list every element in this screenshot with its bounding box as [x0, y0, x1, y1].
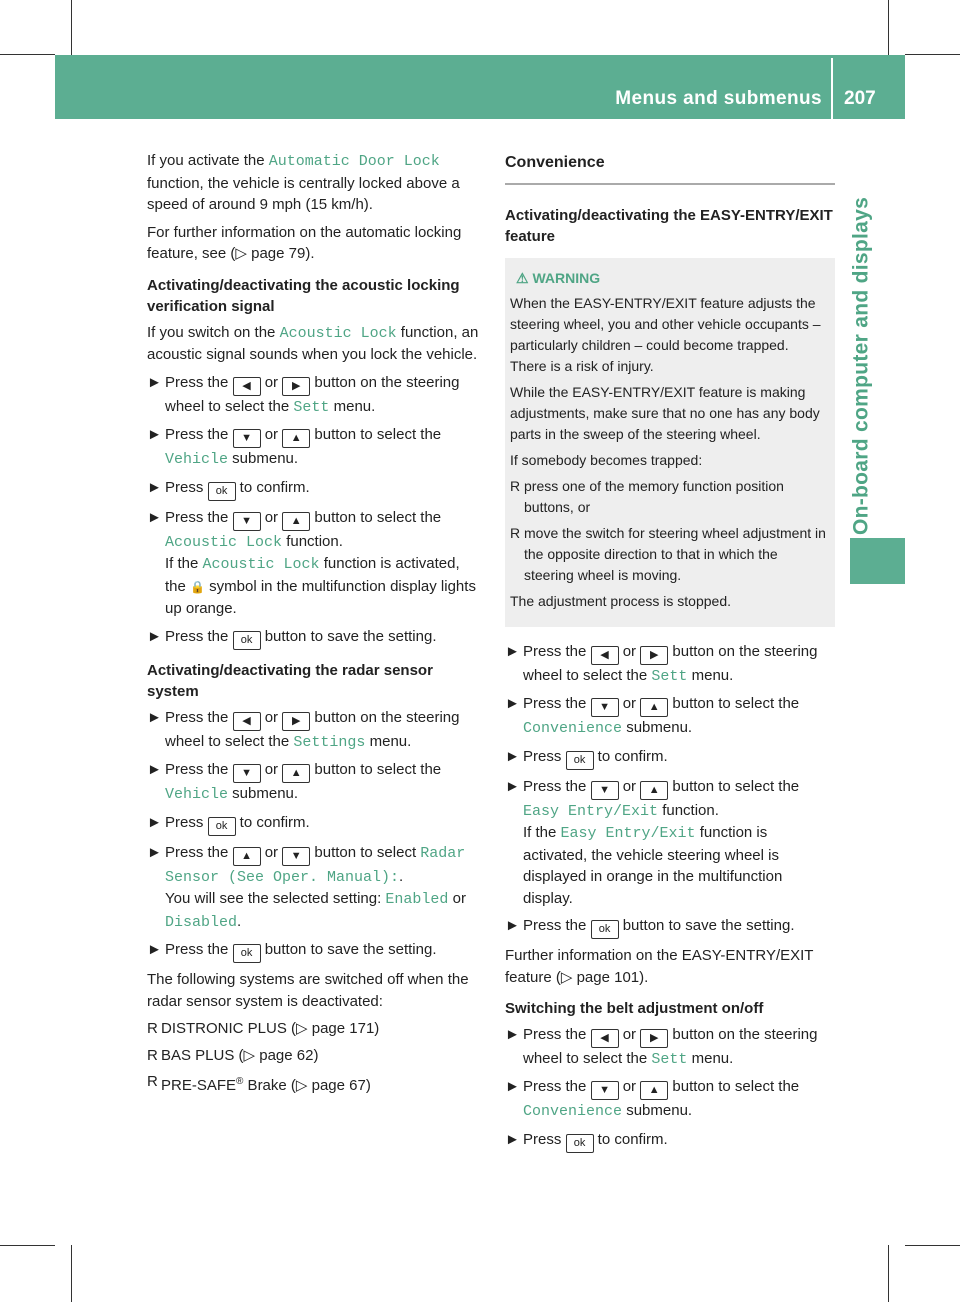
button-key-icon: ▶ — [282, 377, 310, 396]
warning-title: ⚠ WARNING — [516, 269, 601, 286]
right-column — [505, 150, 835, 1159]
crop-mark — [71, 1245, 72, 1302]
button-key-icon: ok — [233, 631, 261, 650]
system-item: R BAS PLUS (▷ page 62) — [147, 1046, 319, 1064]
instruction-step: ► Press the ◀ or ▶ button on the steering wheel to select the Settings menu. — [147, 708, 460, 751]
menu-name: Vehicle — [165, 786, 229, 803]
radar-steps — [147, 707, 481, 964]
button-key-icon: ▼ — [591, 1081, 619, 1100]
warning-text: The adjustment process is stopped. — [510, 592, 732, 609]
menu-name: Radar Sensor (See Oper. Manual): — [165, 844, 466, 886]
header-divider — [831, 58, 833, 120]
menu-name: Convenience — [523, 1103, 623, 1120]
instruction-step: ► Press the ok button to save the setting. — [505, 915, 835, 939]
menu-name: Sett — [651, 1050, 688, 1068]
button-key-icon: ▲ — [233, 847, 261, 866]
button-key-icon: ▼ — [591, 698, 619, 717]
belt-steps — [505, 1024, 835, 1153]
button-key-icon: ◀ — [233, 712, 261, 731]
menu-name: Sett — [651, 667, 688, 685]
button-key-icon: ▲ — [640, 698, 668, 717]
instruction-step: ► Press ok to confirm. — [505, 746, 835, 770]
left-column — [147, 150, 481, 1102]
easy-heading: Activating/deactivating the EASY-ENTRY/EXIT feature — [505, 206, 833, 245]
page-number: 207 — [844, 88, 876, 109]
button-key-icon: ◀ — [233, 377, 261, 396]
crop-mark — [0, 1245, 55, 1246]
belt-heading: Switching the belt adjustment on/off — [505, 1000, 764, 1017]
warning-text: While the EASY-ENTRY/EXIT feature is making adjustments, make sure that no one has any body parts in the sweep of the steering wheel. — [510, 383, 820, 442]
instruction-step: ► Press the ◀ or ▶ button on the steering wheel to select the Sett menu. — [505, 642, 818, 685]
warning-text: When the EASY-ENTRY/EXIT feature adjusts the steering wheel, you and other vehicle occupants – particularly children – could become trapped. There is a risk of injury. — [510, 294, 821, 374]
menu-name: Easy Entry/Exit — [523, 802, 659, 820]
more-info-paragraph: For further information on the automatic locking feature, see (▷ page 79). — [147, 223, 462, 262]
button-key-icon: ok — [566, 751, 594, 770]
lock-icon: 🔒 — [190, 579, 205, 594]
menu-name: Convenience — [523, 720, 623, 737]
crop-mark — [905, 1245, 960, 1246]
button-key-icon: ▼ — [233, 764, 261, 783]
instruction-step: ► Press the ▼ or ▲ button to select the Vehicle submenu. — [147, 426, 442, 468]
instruction-step: ► Press the ok button to save the setting. — [147, 626, 481, 650]
chapter-tab-label: On-board computer and displays — [849, 196, 873, 535]
menu-name: Acoustic Lock — [165, 533, 283, 551]
chapter-tab-marker — [850, 538, 905, 584]
instruction-step: ► Press the ◀ or ▶ button on the steering wheel to select the Sett menu. — [505, 1025, 818, 1068]
button-key-icon: ok — [208, 817, 236, 836]
button-key-icon: ▼ — [233, 429, 261, 448]
instruction-step: ► Press the ▼ or ▲ button to select the Convenience submenu. — [505, 695, 800, 737]
warning-box — [505, 258, 835, 627]
acoustic-heading: Activating/deactivating the acoustic locking verification signal — [147, 276, 460, 315]
button-key-icon: ▲ — [640, 781, 668, 800]
menu-name: Sett — [293, 398, 330, 416]
further-paragraph: Further information on the EASY-ENTRY/EXIT feature (▷ page 101). — [505, 947, 814, 986]
button-key-icon: ▶ — [282, 712, 310, 731]
button-key-icon: ▼ — [282, 847, 310, 866]
button-key-icon: ▶ — [640, 646, 668, 665]
system-item: R DISTRONIC PLUS (▷ page 171) — [147, 1020, 380, 1037]
button-key-icon: ▲ — [282, 512, 310, 531]
button-key-icon: ▶ — [640, 1029, 668, 1048]
crop-mark — [888, 1245, 889, 1302]
systems-list — [147, 1018, 481, 1097]
button-key-icon: ▲ — [282, 429, 310, 448]
instruction-step: ► Press the ▼ or ▲ button to select the Convenience submenu. — [505, 1078, 800, 1120]
button-key-icon: ok — [233, 944, 261, 963]
instruction-step: ► Press ok to confirm. — [147, 477, 481, 501]
acoustic-note: If the Acoustic Lock function is activated, the 🔒 symbol in the multifunction display lights up orange. — [165, 555, 476, 617]
following-paragraph: The following systems are switched off when the radar sensor system is deactivated: — [147, 971, 469, 1010]
system-item: R PRE-SAFE® Brake (▷ page 67) — [147, 1073, 371, 1094]
instruction-step: ► Press the ▼ or ▲ button to select the Acoustic Lock function. If the Acoustic Lock function is activated, the 🔒 symbol in the multifunction display lights up orange. — [147, 507, 481, 620]
instruction-step: ► Press ok to confirm. — [505, 1129, 835, 1153]
intro-paragraph: If you activate the Automatic Door Lock function, the vehicle is centrally locked above a speed of around 9 mph (15 km/h). — [147, 152, 460, 213]
instruction-step: ► Press the ▼ or ▲ button to select the Easy Entry/Exit function. If the Easy Entry/Exit function is activated, the vehicle steering wheel is displayed in orange in the multifunction display. — [505, 776, 835, 910]
warning-text: If somebody becomes trapped: — [510, 451, 703, 468]
acoustic-steps — [147, 372, 481, 650]
easy-steps — [505, 641, 835, 940]
instruction-step: ► Press the ◀ or ▶ button on the steering wheel to select the Sett menu. — [147, 373, 460, 416]
button-key-icon: ◀ — [591, 646, 619, 665]
button-key-icon: ▼ — [233, 512, 261, 531]
button-key-icon: ▲ — [640, 1081, 668, 1100]
warning-bullet: R move the switch for steering wheel adjustment in the opposite direction to that in which the steering wheel is moving. — [510, 524, 826, 583]
button-key-icon: ▲ — [282, 764, 310, 783]
warning-triangle-icon: ⚠ — [516, 269, 529, 286]
section-title: Convenience — [505, 152, 835, 185]
button-key-icon: ok — [208, 482, 236, 501]
warning-bullet: R press one of the memory function position buttons, or — [510, 477, 784, 515]
radar-note: You will see the selected setting: Enabled or Disabled. — [165, 890, 466, 931]
menu-name: Vehicle — [165, 451, 229, 468]
page-title: Menus and submenus — [615, 88, 822, 109]
crop-mark — [888, 0, 889, 55]
easy-note: If the Easy Entry/Exit function is activated, the vehicle steering wheel is displayed in orange in the multifunction display. — [523, 824, 783, 907]
crop-mark — [71, 0, 72, 55]
menu-name: Settings — [293, 733, 366, 751]
instruction-step: ► Press the ▲ or ▼ button to select Radar Sensor (See Oper. Manual):. You will see the selected setting: Enabled or Disabled. — [147, 842, 481, 934]
instruction-step: ► Press the ▼ or ▲ button to select the Vehicle submenu. — [147, 761, 442, 803]
crop-mark — [0, 54, 55, 55]
button-key-icon: ok — [591, 920, 619, 939]
instruction-step: ► Press the ok button to save the setting. — [147, 939, 481, 963]
crop-mark — [905, 54, 960, 55]
button-key-icon: ok — [566, 1134, 594, 1153]
radar-heading: Activating/deactivating the radar sensor system — [147, 661, 433, 700]
acoustic-intro: If you switch on the Acoustic Lock function, an acoustic signal sounds when you lock the vehicle. — [147, 323, 479, 363]
button-key-icon: ▼ — [591, 781, 619, 800]
instruction-step: ► Press ok to confirm. — [147, 812, 481, 836]
button-key-icon: ◀ — [591, 1029, 619, 1048]
